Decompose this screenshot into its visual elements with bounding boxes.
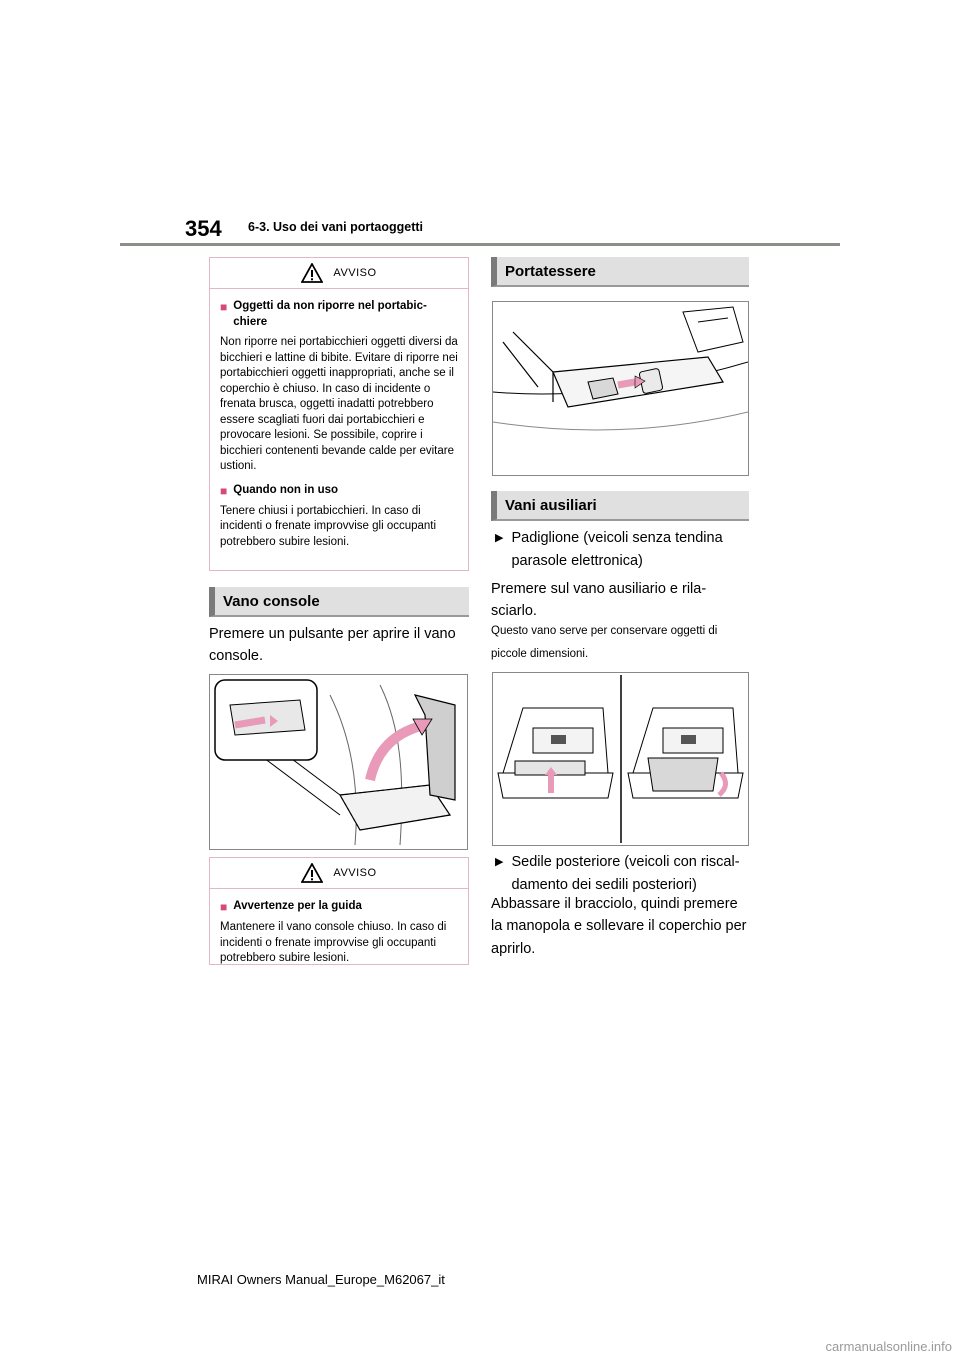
warning-text: Tenere chiusi i portabicchieri. In caso di incidenti o frenate improvvise gli occupanti potrebbero subire lesioni. <box>220 504 437 548</box>
header-rule <box>120 243 840 246</box>
warning-box-console <box>209 857 469 965</box>
warning-subheading: ■ Quando non in uso <box>220 483 339 498</box>
card-holder-illustration <box>493 302 748 475</box>
aux-instruction-2: Abbassare il bracciolo, quindi premere la manopola e sollevare il coperchio per aprirlo. <box>491 896 747 957</box>
warning-triangle-icon <box>301 263 323 283</box>
footer-text: MIRAI Owners Manual_Europe_M62067_it <box>197 1272 445 1287</box>
section-heading-card-holder: Portatessere <box>491 257 749 287</box>
chapter-title: 6-3. Uso dei vani portaoggetti <box>248 220 424 234</box>
section-heading-console: Vano console <box>209 587 469 617</box>
triangle-bullet-icon: ▶ <box>495 856 504 868</box>
page-number: 354 <box>185 216 222 241</box>
triangle-bullet-icon: ▶ <box>495 532 504 544</box>
card-holder-figure <box>492 301 749 476</box>
warning-title: AVVISO <box>333 267 377 279</box>
aux-instruction-1: Premere sul vano ausiliario e rila-sciarlo. <box>491 581 707 620</box>
warning-subheading: ■ Oggetti da non riporre nel portabic-chiere <box>220 299 458 330</box>
console-figure <box>209 674 468 850</box>
warning-subheading: ■ Avvertenze per la guida <box>220 900 362 914</box>
console-illustration <box>210 675 467 849</box>
warning-text: Mantenere il vano console chiuso. In caso di incidenti o frenate improvvise gli occupanti potrebbero subire lesioni. <box>220 921 447 965</box>
watermark: carmanualsonline.info <box>825 1339 952 1354</box>
square-bullet-icon: ■ <box>220 900 228 914</box>
warning-title: AVVISO <box>333 867 377 879</box>
list-item: ▶ Padiglione (veicoli senza tendina parasole elettronica) <box>495 527 745 573</box>
overhead-compartment-illustration <box>493 673 748 845</box>
aux-note: Questo vano serve per conservare oggetti di piccole dimensioni. <box>491 625 718 660</box>
square-bullet-icon: ■ <box>220 483 228 498</box>
section-heading-aux: Vani ausiliari <box>491 491 749 521</box>
aux-figure <box>492 672 749 846</box>
list-item: ▶ Sedile posteriore (veicoli con riscal-damento dei sedili posteriori) <box>495 851 745 897</box>
warning-header <box>210 858 468 889</box>
warning-header <box>210 258 468 289</box>
warning-box-cupholders <box>209 257 469 571</box>
console-instruction: Premere un pulsante per aprire il vano console. <box>209 626 456 665</box>
warning-text: Non riporre nei portabicchieri oggetti diversi da bicchieri e lattine di bibite. Evitare di riporre nei portabicchieri oggetti inappropriati, anche se il coperchio è chiuso. In caso di incidente o frenata brusca, oggetti inadatti potrebbero essere scagliati fuori dai portabicchieri e provocare lesioni. Se possibile, coprire i bicchieri contenenti bevande calde per evitare ustioni. <box>220 336 458 473</box>
warning-triangle-icon <box>301 863 323 883</box>
square-bullet-icon: ■ <box>220 300 228 314</box>
